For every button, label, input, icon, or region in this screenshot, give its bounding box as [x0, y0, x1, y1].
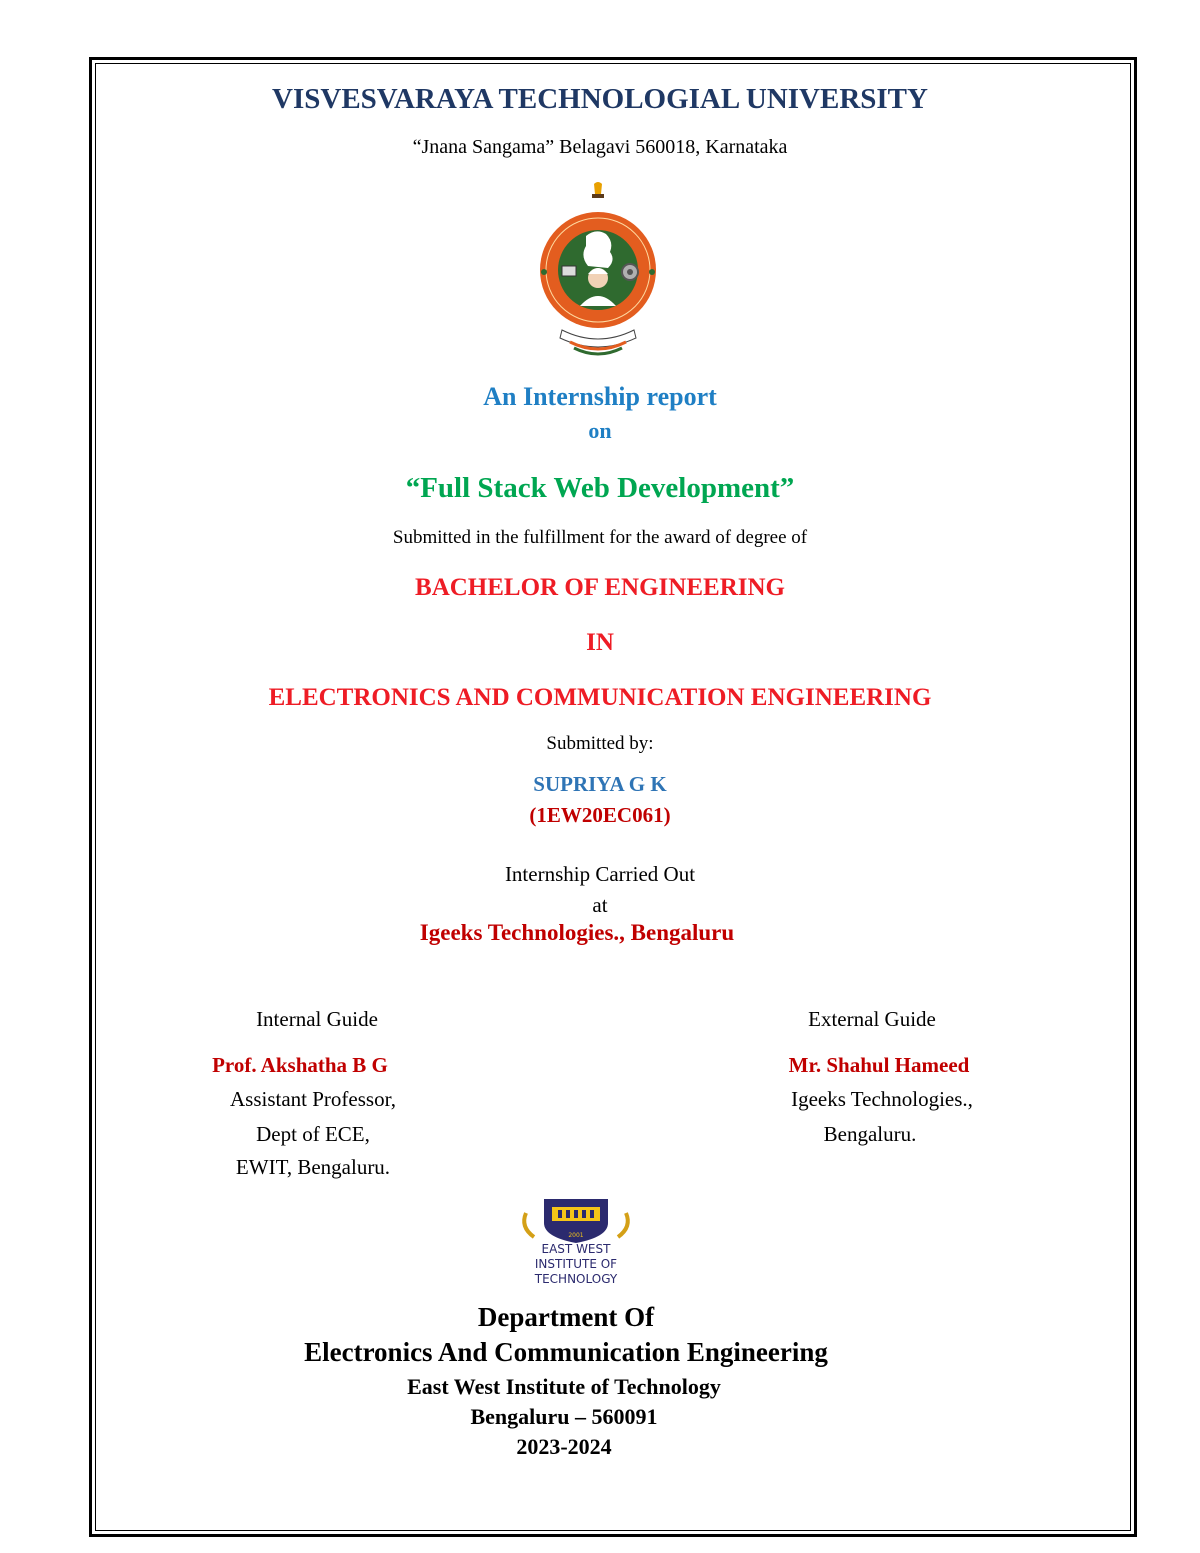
degree-in: IN	[586, 629, 614, 656]
internal-guide-dept: Dept of ECE,	[256, 1122, 370, 1146]
ewit-logo-line2: INSTITUTE OF	[534, 1257, 618, 1271]
ewit-logo-icon	[494, 1193, 658, 1287]
student-usn: (1EW20EC061)	[529, 803, 671, 827]
college-name: East West Institute of Technology	[407, 1374, 721, 1399]
student-name: SUPRIYA G K	[533, 772, 667, 796]
company-name: Igeeks Technologies., Bengaluru	[419, 920, 735, 945]
university-name: VISVESVARAYA TECHNOLOGIAL UNIVERSITY	[272, 83, 928, 115]
ewit-logo-line1: EAST WEST	[541, 1242, 611, 1256]
external-guide-company: Igeeks Technologies.,	[791, 1087, 973, 1111]
ewit-logo-year: 2001	[568, 1232, 584, 1239]
external-guide-name: Mr. Shahul Hameed	[788, 1053, 970, 1077]
department-heading: Department Of	[477, 1302, 655, 1332]
degree-name: BACHELOR OF ENGINEERING	[415, 574, 785, 601]
internal-guide-college: EWIT, Bengaluru.	[235, 1155, 391, 1179]
fulfillment-text: Submitted in the fulfillment for the award of degree of	[392, 527, 808, 548]
external-guide-heading: External Guide	[808, 1007, 936, 1031]
university-address: “Jnana Sangama” Belagavi 560018, Karnataka	[412, 136, 788, 158]
internal-guide-heading: Internal Guide	[256, 1007, 378, 1031]
internship-line1: Internship Carried Out	[504, 862, 696, 886]
internship-line2: at	[592, 893, 608, 917]
vtu-seal-icon	[536, 180, 660, 360]
report-intro: An Internship report	[483, 382, 717, 411]
report-intro-on: on	[588, 418, 612, 443]
branch-name: ELECTRONICS AND COMMUNICATION ENGINEERING	[268, 684, 932, 711]
internal-guide-designation: Assistant Professor,	[230, 1087, 396, 1111]
submitted-by-label: Submitted by:	[546, 733, 654, 754]
college-city: Bengaluru – 560091	[470, 1404, 658, 1429]
department-name: Electronics And Communication Engineering	[304, 1337, 828, 1367]
academic-year: 2023-2024	[516, 1434, 612, 1459]
internal-guide-name: Prof. Akshatha B G	[212, 1053, 388, 1077]
ewit-logo-line3: TECHNOLOGY	[534, 1272, 618, 1286]
external-guide-city: Bengaluru.	[823, 1122, 917, 1146]
report-title: “Full Stack Web Development”	[405, 472, 795, 504]
